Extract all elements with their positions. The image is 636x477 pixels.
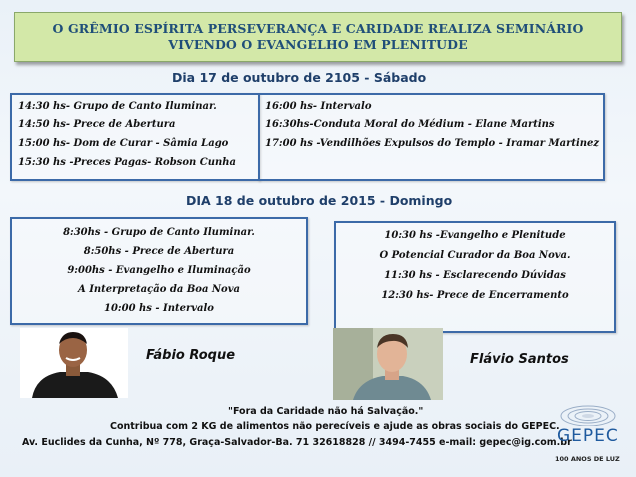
schedule-item: 8:30hs - Grupo de Canto Iluminar. [63,227,255,238]
schedule-item: 16:30hs-Conduta Moral do Médium - Elane Martins [265,119,555,130]
schedule-item: 12:30 hs- Prece de Encerramento [381,290,569,301]
schedule-item: 15:30 hs -Preces Pagas- Robson Cunha [18,157,236,168]
speaker-name-2: Flávio Santos [470,352,569,367]
schedule-item: 10:00 hs - Intervalo [104,303,214,314]
speaker-photo-fabio [20,328,128,398]
logo-subtitle: 100 ANOS DE LUZ [555,455,620,463]
schedule-item: 14:30 hs- Grupo de Canto Iluminar. [18,101,217,112]
day2-left-box [10,217,308,325]
schedule-item: 17:00 hs -Vendilhões Expulsos do Templo - Iramar Martinez [265,138,600,149]
footer-donation: Contribua com 2 KG de alimentos não perecíveis e ajude as obras sociais do GEPEC. [110,421,560,432]
gepec-logo [553,404,625,466]
day1-right-box [258,93,605,181]
schedule-item: O Potencial Curador da Boa Nova. [379,250,571,261]
day2-right-box [334,221,616,333]
person-photo-icon [20,328,128,398]
schedule-item: 16:00 hs- Intervalo [265,101,372,112]
day1-heading: Dia 17 de outubro de 2105 - Sábado [172,70,427,85]
logo-emblem-icon [559,404,617,426]
speaker-name-1: Fábio Roque [146,348,236,363]
banner-line-1: O GRÊMIO ESPÍRITA PERSEVERANÇA E CARIDADE REALIZA SEMINÁRIO [52,21,584,36]
schedule-item: 14:50 hs- Prece de Abertura [18,119,176,130]
day2-heading: DIA 18 de outubro de 2015 - Domingo [186,193,453,208]
schedule-item: A Interpretação da Boa Nova [77,284,241,295]
footer-quote: "Fora da Caridade não há Salvação." [228,406,424,417]
speaker-photo-flavio [333,328,443,400]
footer-contact: Av. Euclides da Cunha, Nº 778, Graça-Salvador-Ba. 71 32618828 // 3494-7455 e-mail: gepec@ig.com.br [22,437,572,448]
day1-left-box [10,93,260,181]
banner-line-2: VIVENDO O EVANGELHO EM PLENITUDE [168,37,468,52]
schedule-item: 15:00 hs- Dom de Curar - Sâmia Lago [18,138,229,149]
schedule-item: 8:50hs - Prece de Abertura [83,246,235,257]
logo-name: GEPEC [557,426,619,446]
title-banner [14,12,622,62]
schedule-item: 10:30 hs -Evangelho e Plenitude [384,230,566,241]
person-photo-icon [333,328,443,400]
schedule-item: 11:30 hs - Esclarecendo Dúvidas [384,270,566,281]
schedule-item: 9:00hs - Evangelho e Iluminação [67,265,251,276]
